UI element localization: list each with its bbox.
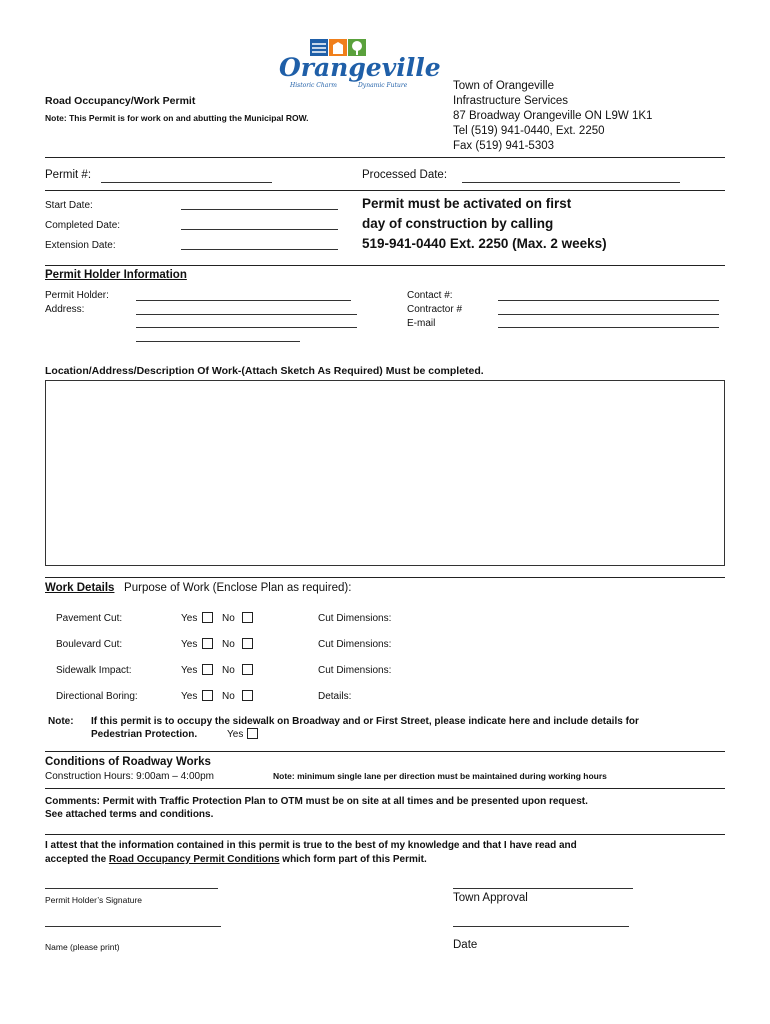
sidewalk-note-text-line2: Pedestrian Protection.	[91, 729, 198, 740]
contractor-label: Contractor #	[407, 304, 463, 315]
road-occupancy-conditions-link[interactable]: Road Occupancy Permit Conditions	[108, 854, 280, 865]
directional-boring-yes-label: Yes	[181, 691, 198, 702]
construction-hours: Construction Hours: 9:00am – 4:00pm	[45, 771, 214, 782]
comments-line2: See attached terms and conditions.	[45, 809, 214, 820]
boulevard-cut-dimensions-label: Cut Dimensions:	[318, 639, 392, 650]
pedestrian-protection-yes-checkbox[interactable]	[247, 728, 258, 739]
comments-line1: Comments: Permit with Traffic Protection Plan to OTM must be on site at all times and be presented upon request.	[45, 796, 588, 807]
divider	[45, 265, 725, 266]
address-label: Address:	[45, 304, 85, 315]
activation-notice-line1: Permit must be activated on first	[362, 196, 572, 211]
pavement-cut-dimensions-label: Cut Dimensions:	[318, 613, 392, 624]
directional-boring-no-label: No	[222, 691, 235, 702]
pedestrian-protection-yes-label: Yes	[227, 729, 244, 740]
sidewalk-impact-yes-checkbox[interactable]	[202, 664, 213, 675]
extension-date-field[interactable]	[181, 249, 338, 250]
sidewalk-note-text-line1: If this permit is to occupy the sidewalk on Broadway and or First Street, please indicate here and include details for	[91, 716, 639, 727]
completed-date-label: Completed Date:	[45, 220, 121, 231]
form-title: Road Occupancy/Work Permit	[45, 95, 196, 107]
pavement-cut-no-checkbox[interactable]	[242, 612, 253, 623]
activation-notice-line3: 519-941-0440 Ext. 2250 (Max. 2 weeks)	[362, 236, 607, 251]
permit-number-field[interactable]	[101, 182, 272, 183]
extension-date-label: Extension Date:	[45, 240, 116, 251]
sidewalk-note-label: Note:	[48, 716, 74, 727]
name-print-label: Name (please print)	[45, 942, 120, 952]
location-heading: Location/Address/Description Of Work-(Attach Sketch As Required) Must be completed.	[45, 365, 484, 377]
divider	[45, 190, 725, 191]
address-line-fax: Fax (519) 941-5303	[453, 140, 555, 152]
contractor-field[interactable]	[498, 314, 719, 315]
boulevard-cut-label: Boulevard Cut:	[56, 639, 123, 650]
completed-date-field[interactable]	[181, 229, 338, 230]
email-label: E-mail	[407, 318, 436, 329]
address-line-street: 87 Broadway Orangeville ON L9W 1K1	[453, 110, 653, 122]
permit-holder-field[interactable]	[136, 300, 351, 301]
lane-note: Note: minimum single lane per direction must be maintained during working hours	[273, 771, 607, 781]
location-description-field[interactable]	[45, 380, 725, 566]
orangeville-logo	[276, 36, 441, 92]
processed-date-field[interactable]	[462, 182, 680, 183]
purpose-label: Purpose of Work (Enclose Plan as required):	[124, 582, 352, 594]
divider	[45, 788, 725, 789]
pavement-cut-yes-label: Yes	[181, 613, 198, 624]
attest-line2-prefix: accepted the	[45, 854, 109, 865]
work-details-heading	[45, 582, 351, 594]
directional-boring-label: Directional Boring:	[56, 691, 138, 702]
permit-holder-signature-line[interactable]	[45, 888, 218, 889]
address-line-dept: Infrastructure Services	[453, 95, 569, 107]
directional-boring-details-label: Details:	[318, 691, 352, 702]
address-field-line1[interactable]	[136, 314, 357, 315]
address-line-town: Town of Orangeville	[453, 80, 554, 92]
pavement-cut-no-label: No	[222, 613, 235, 624]
date-line[interactable]	[453, 926, 629, 927]
name-print-line[interactable]	[45, 926, 221, 927]
attest-line2	[45, 854, 427, 865]
attest-line1: I attest that the information contained in this permit is true to the best of my knowledge and that I have read and	[45, 840, 577, 851]
sidewalk-impact-no-label: No	[222, 665, 235, 676]
permit-holder-label: Permit Holder:	[45, 290, 109, 301]
processed-date-label: Processed Date:	[362, 169, 448, 181]
contact-field[interactable]	[498, 300, 719, 301]
sidewalk-impact-no-checkbox[interactable]	[242, 664, 253, 675]
permit-holder-signature-label: Permit Holder’s Signature	[45, 895, 143, 905]
pavement-cut-label: Pavement Cut:	[56, 613, 123, 624]
permit-holder-section-title: Permit Holder Information	[45, 269, 187, 281]
activation-notice-line2: day of construction by calling	[362, 216, 554, 231]
boulevard-cut-yes-checkbox[interactable]	[202, 638, 213, 649]
permit-number-label: Permit #:	[45, 169, 92, 181]
divider	[45, 577, 725, 578]
sidewalk-impact-yes-label: Yes	[181, 665, 198, 676]
divider	[45, 834, 725, 835]
directional-boring-yes-checkbox[interactable]	[202, 690, 213, 701]
town-approval-label: Town Approval	[453, 892, 528, 904]
work-details-title: Work Details	[45, 582, 115, 594]
town-approval-signature-line[interactable]	[453, 888, 633, 889]
sidewalk-impact-dimensions-label: Cut Dimensions:	[318, 665, 392, 676]
boulevard-cut-no-label: No	[222, 639, 235, 650]
start-date-label: Start Date:	[45, 200, 93, 211]
address-field-line3[interactable]	[136, 341, 300, 342]
conditions-section-title: Conditions of Roadway Works	[45, 756, 211, 768]
orangeville-logo-graphic	[276, 36, 441, 92]
svg-text:Orangeville: Orangeville	[279, 53, 441, 82]
email-field[interactable]	[498, 327, 719, 328]
address-field-line2[interactable]	[136, 327, 357, 328]
boulevard-cut-yes-label: Yes	[181, 639, 198, 650]
divider	[45, 751, 725, 752]
attest-line2-suffix: which form part of this Permit.	[279, 854, 427, 865]
address-line-tel: Tel (519) 941-0440, Ext. 2250	[453, 125, 605, 137]
directional-boring-no-checkbox[interactable]	[242, 690, 253, 701]
date-label: Date	[453, 939, 478, 951]
start-date-field[interactable]	[181, 209, 338, 210]
divider	[45, 157, 725, 158]
sidewalk-impact-label: Sidewalk Impact:	[56, 665, 132, 676]
svg-text:Historic Charm: Historic Charm	[290, 82, 337, 89]
row-note: Note: This Permit is for work on and abutting the Municipal ROW.	[45, 113, 309, 123]
pavement-cut-yes-checkbox[interactable]	[202, 612, 213, 623]
contact-label: Contact #:	[407, 290, 453, 301]
boulevard-cut-no-checkbox[interactable]	[242, 638, 253, 649]
svg-text:Dynamic Future: Dynamic Future	[358, 82, 408, 89]
